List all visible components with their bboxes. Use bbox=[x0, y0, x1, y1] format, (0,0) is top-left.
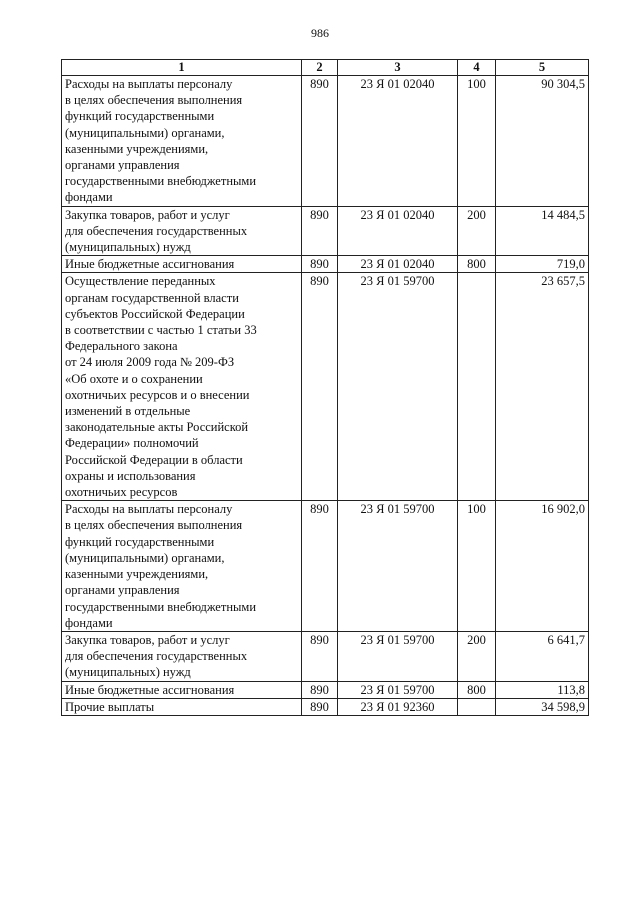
column-header-2: 2 bbox=[302, 60, 338, 76]
csr-cell: 23 Я 01 02040 bbox=[338, 76, 458, 207]
table-header-row bbox=[62, 60, 589, 76]
column-header-4: 4 bbox=[458, 60, 496, 76]
grbs-cell: 890 bbox=[302, 76, 338, 207]
expense-name-cell: Расходы на выплаты персоналу в целях обеспечения выполнения функций государственными (муниципальными) органами, казенными учреждениями, органами управления государственными внебюджетными фондами bbox=[62, 501, 302, 632]
vr-cell: 800 bbox=[458, 256, 496, 273]
table-row bbox=[62, 631, 589, 681]
vr-cell bbox=[458, 698, 496, 715]
amount-cell: 90 304,5 bbox=[496, 76, 589, 207]
amount-cell: 6 641,7 bbox=[496, 631, 589, 681]
table-row bbox=[62, 206, 589, 256]
column-header-1: 1 bbox=[62, 60, 302, 76]
grbs-cell: 890 bbox=[302, 501, 338, 632]
grbs-cell: 890 bbox=[302, 206, 338, 256]
expense-name-cell: Иные бюджетные ассигнования bbox=[62, 256, 302, 273]
csr-cell: 23 Я 01 02040 bbox=[338, 256, 458, 273]
vr-cell bbox=[458, 273, 496, 501]
amount-cell: 23 657,5 bbox=[496, 273, 589, 501]
table-row bbox=[62, 273, 589, 501]
table-row bbox=[62, 698, 589, 715]
table-row bbox=[62, 76, 589, 207]
expense-name-cell: Осуществление переданных органам государственной власти субъектов Российской Федерации в соответствии с частью 1 статьи 33 Федерального закона от 24 июля 2009 года № 209-ФЗ «Об охоте и о сохранении охотничьих ресурсов и о внесении изменений в отдельные законодательные акты Российской Федерации» полномочий Российской Федерации в области охраны и использования охотничьих ресурсов bbox=[62, 273, 302, 501]
column-header-5: 5 bbox=[496, 60, 589, 76]
vr-cell: 200 bbox=[458, 631, 496, 681]
expense-name-cell: Иные бюджетные ассигнования bbox=[62, 681, 302, 698]
csr-cell: 23 Я 01 92360 bbox=[338, 698, 458, 715]
page-number: 986 bbox=[311, 26, 329, 40]
vr-cell: 800 bbox=[458, 681, 496, 698]
amount-cell: 34 598,9 bbox=[496, 698, 589, 715]
budget-table bbox=[61, 59, 589, 716]
table-row bbox=[62, 501, 589, 632]
grbs-cell: 890 bbox=[302, 631, 338, 681]
amount-cell: 16 902,0 bbox=[496, 501, 589, 632]
vr-cell: 200 bbox=[458, 206, 496, 256]
table-row bbox=[62, 256, 589, 273]
column-header-3: 3 bbox=[338, 60, 458, 76]
csr-cell: 23 Я 01 59700 bbox=[338, 273, 458, 501]
grbs-cell: 890 bbox=[302, 256, 338, 273]
vr-cell: 100 bbox=[458, 501, 496, 632]
csr-cell: 23 Я 01 59700 bbox=[338, 681, 458, 698]
grbs-cell: 890 bbox=[302, 273, 338, 501]
vr-cell: 100 bbox=[458, 76, 496, 207]
grbs-cell: 890 bbox=[302, 681, 338, 698]
table-row bbox=[62, 681, 589, 698]
csr-cell: 23 Я 01 59700 bbox=[338, 631, 458, 681]
grbs-cell: 890 bbox=[302, 698, 338, 715]
expense-name-cell: Расходы на выплаты персоналу в целях обеспечения выполнения функций государственными (муниципальными) органами, казенными учреждениями, органами управления государственными внебюджетными фондами bbox=[62, 76, 302, 207]
amount-cell: 113,8 bbox=[496, 681, 589, 698]
expense-name-cell: Закупка товаров, работ и услуг для обеспечения государственных (муниципальных) нужд bbox=[62, 206, 302, 256]
expense-name-cell: Прочие выплаты bbox=[62, 698, 302, 715]
expense-name-cell: Закупка товаров, работ и услуг для обеспечения государственных (муниципальных) нужд bbox=[62, 631, 302, 681]
csr-cell: 23 Я 01 59700 bbox=[338, 501, 458, 632]
amount-cell: 719,0 bbox=[496, 256, 589, 273]
amount-cell: 14 484,5 bbox=[496, 206, 589, 256]
csr-cell: 23 Я 01 02040 bbox=[338, 206, 458, 256]
